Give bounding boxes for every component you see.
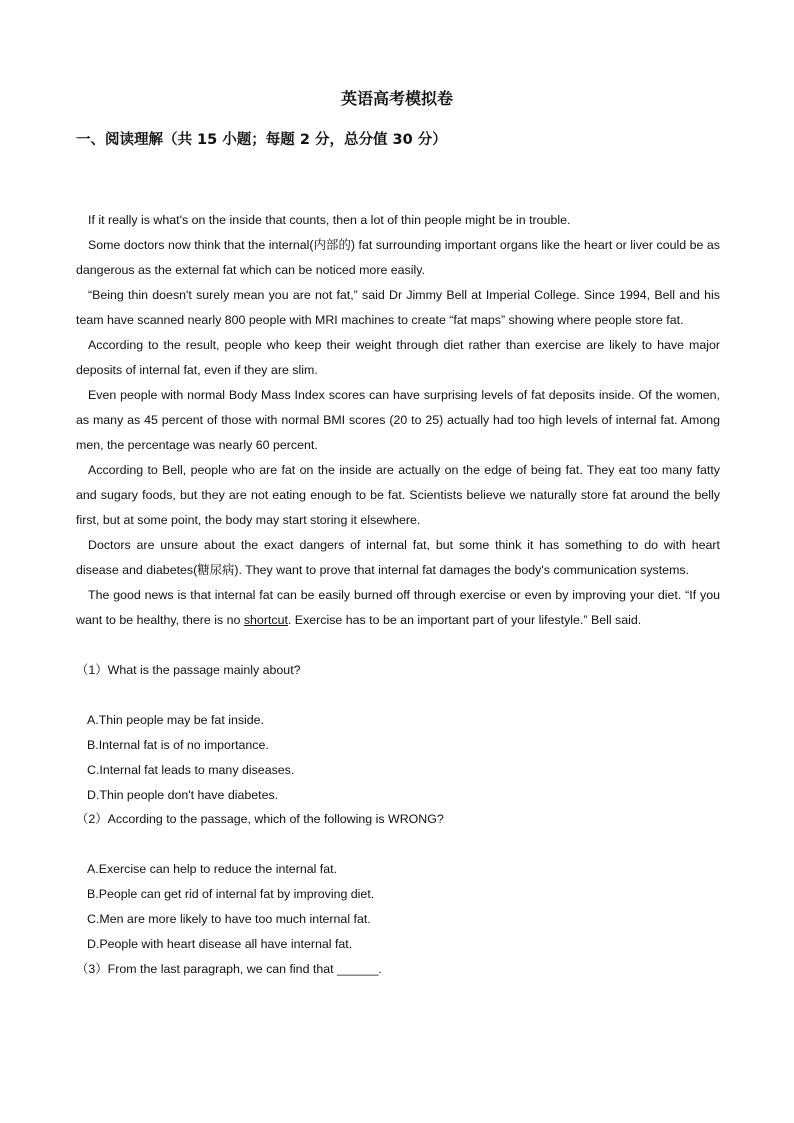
option-c: C.Internal fat leads to many diseases. (87, 763, 295, 777)
passage-paragraph: Doctors are unsure about the exact dangers of internal fat, but some think it has something to do with heart disease and diabetes(糖尿病). They want to prove that internal fat damages the body's communication systems. (76, 538, 720, 577)
option-d: D.People with heart disease all have internal fat. (87, 937, 353, 951)
paragraph-text: . Exercise has to be an important part of your lifestyle.” Bell said. (287, 613, 642, 627)
passage-paragraph (76, 583, 720, 633)
document-title: 英语高考模拟卷 (340, 89, 453, 108)
section-heading: 一、阅读理解（共 15 小题；每题 2 分，总分值 30 分） (76, 132, 447, 148)
passage-paragraph: According to Bell, people who are fat on the inside are actually on the edge of being fat. They eat too many fatty and sugary foods, but they are not eating enough to be fat. Scientists believe we naturally store fat around the belly first, but at some point, the body may start storing it elsewhere. (76, 463, 720, 527)
reading-passage (76, 208, 720, 633)
option-b: B.People can get rid of internal fat by improving diet. (87, 887, 375, 901)
passage-paragraph: If it really is what's on the inside that counts, then a lot of thin people might be in trouble. (88, 213, 571, 227)
options-list (87, 857, 374, 957)
option-a: A.Exercise can help to reduce the internal fat. (87, 862, 338, 876)
option-a: A.Thin people may be fat inside. (87, 713, 265, 727)
option-b: B.Internal fat is of no importance. (87, 738, 269, 752)
passage-paragraph: According to the result, people who keep their weight through diet rather than exercise are likely to have major deposits of internal fat, even if they are slim. (76, 338, 720, 377)
options-list (87, 708, 294, 808)
passage-paragraph: Even people with normal Body Mass Index scores can have surprising levels of fat deposits inside. Of the women, as many as 45 percent of those with normal BMI scores (20 to 25) actually had too high levels of internal fat. Among men, the percentage was nearly 60 percent. (76, 388, 720, 452)
question-stem: （1）What is the passage mainly about? (76, 663, 301, 677)
paragraph-text: The good news is that internal fat can be easily burned off through exercise or even by improving your diet. “If you want to be healthy, there is no (76, 588, 720, 627)
passage-paragraph: “Being thin doesn't surely mean you are not fat,” said Dr Jimmy Bell at Imperial College. Since 1994, Bell and his team have scanned nearly 800 people with MRI machines to create “fat maps” showing where people store fat. (76, 288, 720, 327)
option-d: D.Thin people don't have diabetes. (87, 788, 279, 802)
option-c: C.Men are more likely to have too much internal fat. (87, 912, 371, 926)
passage-paragraph: Some doctors now think that the internal(内部的) fat surrounding important organs like the heart or liver could be as dangerous as the external fat which can be noticed more easily. (76, 238, 720, 277)
underlined-word: shortcut (243, 613, 288, 627)
question-stem: （2）According to the passage, which of the following is WRONG? (76, 812, 444, 826)
question-stem: （3）From the last paragraph, we can find that ______. (76, 962, 382, 976)
